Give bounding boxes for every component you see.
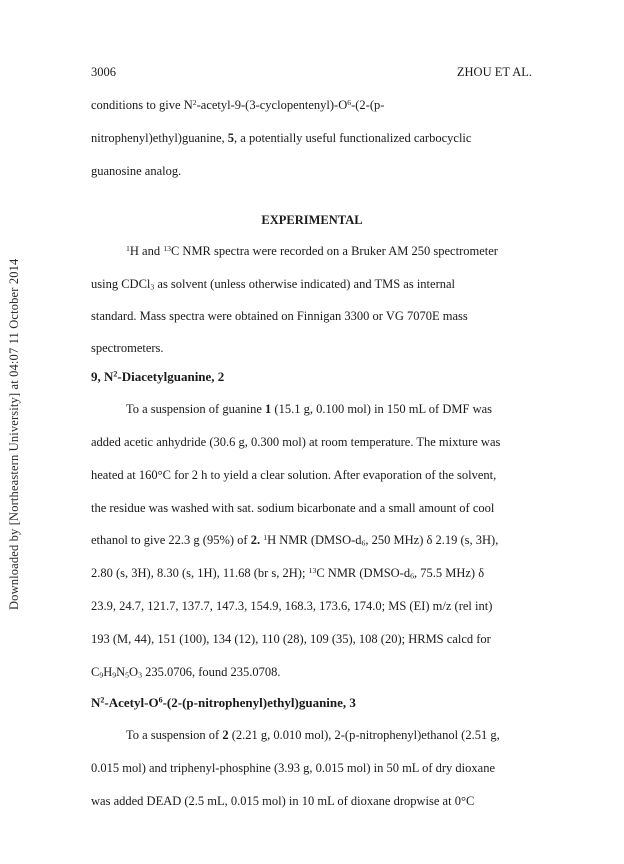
superscript: 1	[263, 532, 268, 542]
section3-line-3: was added DEAD (2.5 mL, 0.015 mol) in 10 mL of dioxane dropwise at 0°C	[91, 794, 475, 808]
intro-line-3: guanosine analog.	[91, 164, 182, 178]
experimental-line-4: spectrometers.	[91, 341, 164, 355]
section2-line-4: the residue was washed with sat. sodium bicarbonate and a small amount of cool	[91, 501, 495, 515]
experimental-line-2	[91, 277, 455, 292]
text-span: ethanol to give 22.3 g (95%) of	[91, 533, 251, 547]
superscript: 6	[347, 97, 352, 107]
section3-line-1	[126, 728, 500, 743]
page-number: 3006	[91, 65, 116, 79]
text-span: H	[103, 665, 113, 679]
text-span: conditions to give N	[91, 98, 193, 112]
section2-line-1	[126, 402, 492, 417]
text-span: (15.1 g, 0.100 mol) in 150 mL of DMF was	[271, 402, 493, 416]
text-span: C NMR (DMSO-d	[316, 566, 411, 580]
text-span: , a potentially useful functionalized carbocyclic	[234, 131, 472, 145]
text-span: nitrophenyl)ethyl)guanine,	[91, 131, 228, 145]
superscript: 13	[163, 243, 171, 253]
text-span: as solvent (unless otherwise indicated) and TMS as internal	[154, 277, 456, 291]
subscript: 5	[125, 670, 130, 680]
text-span: C	[91, 665, 100, 679]
experimental-line-1	[126, 244, 498, 259]
section2-line-9	[91, 665, 280, 680]
superscript: 6	[158, 695, 163, 705]
text-span: To a suspension of	[126, 728, 223, 742]
text-span: N	[91, 695, 101, 710]
heading-acetyl-nitrophenylethyl-guanine	[91, 695, 356, 711]
text-span: C NMR spectra were recorded on a Bruker AM 250 spectrometer	[170, 244, 498, 258]
text-span: , 250 MHz) δ 2.19 (s, 3H),	[365, 533, 499, 547]
download-watermark: Downloaded by [Northeastern University] at 04:07 11 October 2014	[7, 258, 21, 610]
section3-line-2: 0.015 mol) and triphenyl-phosphine (3.93 g, 0.015 mol) in 50 mL of dry dioxane	[91, 761, 495, 775]
compound-number: 2.	[250, 533, 261, 547]
subscript: 3	[150, 282, 155, 292]
experimental-line-3: standard. Mass spectra were obtained on Finnigan 3300 or VG 7070E mass	[91, 309, 468, 323]
subscript: 6	[361, 538, 366, 548]
section2-line-2: added acetic anhydride (30.6 g, 0.300 mol) at room temperature. The mixture was	[91, 435, 501, 449]
section-title-experimental: EXPERIMENTAL	[261, 213, 363, 227]
text-span: To a suspension of guanine	[126, 402, 266, 416]
text-span: H and	[129, 244, 164, 258]
text-span: -(2-(p-nitrophenyl)ethyl)guanine, 3	[162, 695, 356, 710]
compound-number: 2	[222, 728, 229, 742]
text-span: (2.21 g, 0.010 mol), 2-(p-nitrophenyl)ethanol (2.51 g,	[228, 728, 500, 742]
text-span: N	[116, 665, 126, 679]
superscript: 1	[126, 243, 130, 253]
text-span: -(2-(p-	[351, 98, 385, 112]
text-span: O	[129, 665, 139, 679]
text-span: -Diacetylguanine, 2	[117, 369, 225, 384]
subscript: 9	[99, 670, 104, 680]
section2-line-5	[91, 533, 498, 548]
heading-diacetylguanine	[91, 369, 224, 385]
section2-line-7: 23.9, 24.7, 121.7, 137.7, 147.3, 154.9, 168.3, 173.6, 174.0; MS (EI) m/z (rel int)	[91, 599, 493, 613]
subscript: 6	[410, 571, 414, 581]
intro-line-1	[91, 98, 384, 113]
superscript: 2	[192, 97, 197, 107]
superscript: 2	[100, 695, 105, 705]
section2-line-3: heated at 160°C for 2 h to yield a clear solution. After evaporation of the solvent,	[91, 468, 497, 482]
text-span: , 75.5 MHz) δ	[413, 566, 485, 580]
superscript: 13	[308, 565, 317, 575]
subscript: 3	[138, 670, 142, 680]
intro-line-2	[91, 131, 471, 146]
running-head: ZHOU ET AL.	[456, 65, 532, 79]
text-span: using CDCl	[91, 277, 151, 291]
compound-number: 5	[227, 131, 235, 145]
subscript: 9	[112, 670, 117, 680]
text-span: -acetyl-9-(3-cyclopentenyl)-O	[196, 98, 348, 112]
text-span: -Acetyl-O	[104, 695, 159, 710]
section2-line-6	[91, 566, 484, 581]
section2-line-8: 193 (M, 44), 151 (100), 134 (12), 110 (28), 109 (35), 108 (20); HRMS calcd for	[91, 632, 491, 646]
text-span: H NMR (DMSO-d	[267, 533, 362, 547]
text-span: 9, N	[91, 369, 114, 384]
text-span: 2.80 (s, 3H), 8.30 (s, 1H), 11.68 (br s, 2H);	[91, 566, 309, 580]
text-span: 235.0706, found 235.0708.	[141, 665, 281, 679]
compound-number: 1	[265, 402, 272, 416]
superscript: 2	[113, 369, 118, 379]
